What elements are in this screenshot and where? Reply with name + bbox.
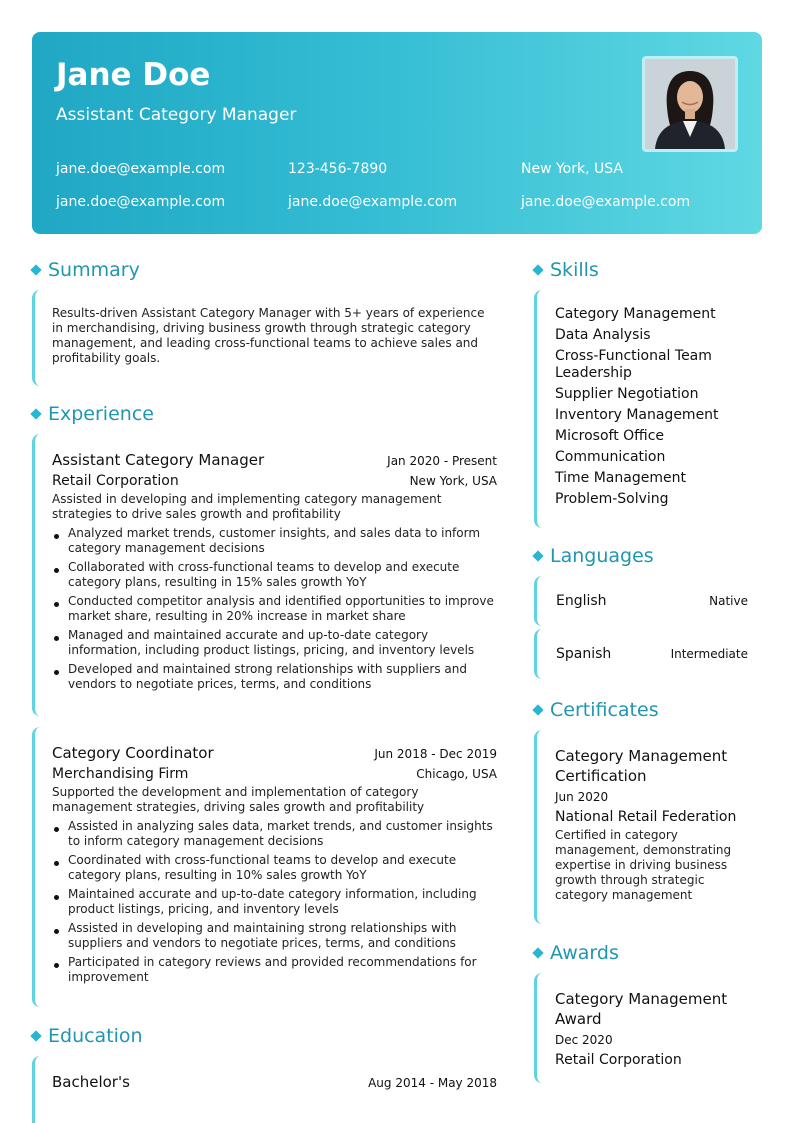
list-item: Assisted in analyzing sales data, market trends, and customer insights to inform category management decisions bbox=[52, 819, 497, 849]
skill-item: Data Analysis bbox=[555, 327, 651, 343]
summary-heading: Summary bbox=[48, 258, 140, 282]
list-item: Managed and maintained accurate and up-to-date category information, including product listings, pricing, and inventory levels bbox=[52, 628, 497, 658]
skill-item: Time Management bbox=[555, 470, 686, 486]
skill-item: Communication bbox=[555, 449, 666, 465]
job-description: Supported the development and implementation of category management strategies, driving sales growth and profitability bbox=[52, 785, 425, 814]
list-item: Analyzed market trends, customer insights, and sales data to inform category management decisions bbox=[52, 526, 497, 556]
award-date: Dec 2020 bbox=[555, 1033, 613, 1047]
list-item: Conducted competitor analysis and identified opportunities to improve market share, resulting in 20% increase in market share bbox=[52, 594, 497, 624]
language-level: Intermediate bbox=[670, 647, 748, 661]
skill-item: Microsoft Office bbox=[555, 428, 665, 444]
skill-item: Supplier Negotiation bbox=[555, 386, 699, 402]
job-dates: Jan 2020 - Present bbox=[387, 454, 497, 468]
job-location: New York, USA bbox=[409, 474, 497, 488]
awards-heading: Awards bbox=[550, 941, 619, 965]
candidate-title: Assistant Category Manager bbox=[56, 105, 297, 125]
skills-block bbox=[534, 290, 762, 528]
skills-heading: Skills bbox=[550, 258, 599, 282]
contact-link-3: jane.doe@example.com bbox=[521, 194, 691, 210]
skill-item: Cross-Functional Team Leadership bbox=[555, 348, 712, 381]
job-entry bbox=[32, 434, 497, 716]
summary-block bbox=[32, 290, 494, 386]
education-degree: Bachelor's bbox=[52, 1073, 130, 1091]
candidate-name: Jane Doe bbox=[56, 57, 211, 93]
skill-item: Problem-Solving bbox=[555, 491, 669, 507]
list-item: Developed and maintained strong relationships with suppliers and vendors to negotiate prices, terms, and conditions bbox=[52, 662, 497, 692]
job-entry bbox=[32, 727, 497, 1007]
contact-link-1: jane.doe@example.com bbox=[56, 194, 226, 210]
profile-photo bbox=[642, 56, 738, 152]
skill-item: Category Management bbox=[555, 306, 716, 322]
job-title: Category Coordinator bbox=[52, 744, 214, 762]
education-entry bbox=[32, 1056, 497, 1123]
language-item bbox=[534, 629, 762, 679]
list-item: Maintained accurate and up-to-date category information, including product listings, pricing, and inventory levels bbox=[52, 887, 497, 917]
job-bullets bbox=[52, 819, 497, 985]
education-heading: Education bbox=[48, 1024, 143, 1048]
diamond-icon bbox=[532, 264, 543, 275]
job-dates: Jun 2018 - Dec 2019 bbox=[374, 747, 497, 761]
certificate-name: Category Management Certification bbox=[555, 747, 728, 785]
award-item bbox=[534, 973, 762, 1083]
diamond-icon bbox=[532, 947, 543, 958]
diamond-icon bbox=[30, 408, 41, 419]
list-item: Collaborated with cross-functional teams to develop and execute category plans, resulting in 15% sales growth YoY bbox=[52, 560, 497, 590]
languages-heading: Languages bbox=[550, 544, 654, 568]
job-title: Assistant Category Manager bbox=[52, 451, 265, 469]
language-name: Spanish bbox=[556, 646, 612, 662]
award-name: Category Management Award bbox=[555, 990, 728, 1028]
language-name: English bbox=[556, 593, 607, 609]
certificates-heading: Certificates bbox=[550, 698, 659, 722]
job-location: Chicago, USA bbox=[416, 767, 497, 781]
certificate-item bbox=[534, 730, 762, 924]
summary-text: Results-driven Assistant Category Manager with 5+ years of experience in merchandising, driving business growth through strategic category management, and leading cross-functional teams to achieve sales and profitability goals. bbox=[52, 306, 485, 365]
list-item: Assisted in developing and maintaining strong relationships with suppliers and vendors to negotiate prices, terms, and conditions bbox=[52, 921, 497, 951]
diamond-icon bbox=[532, 704, 543, 715]
contact-link-2: jane.doe@example.com bbox=[288, 194, 458, 210]
certificate-issuer: National Retail Federation bbox=[555, 809, 737, 825]
contact-phone: 123-456-7890 bbox=[288, 161, 388, 177]
diamond-icon bbox=[532, 550, 543, 561]
award-issuer: Retail Corporation bbox=[555, 1052, 682, 1068]
diamond-icon bbox=[30, 264, 41, 275]
language-item bbox=[534, 576, 762, 626]
language-level: Native bbox=[709, 594, 748, 608]
contact-location: New York, USA bbox=[521, 161, 623, 177]
job-company: Merchandising Firm bbox=[52, 766, 189, 782]
certificate-date: Jun 2020 bbox=[555, 790, 609, 804]
diamond-icon bbox=[30, 1030, 41, 1041]
experience-heading: Experience bbox=[48, 402, 154, 426]
list-item: Coordinated with cross-functional teams to develop and execute category plans, resulting in 10% sales growth YoY bbox=[52, 853, 497, 883]
skill-item: Inventory Management bbox=[555, 407, 719, 423]
certificate-description: Certified in category management, demonstrating expertise in driving business growth through strategic category management bbox=[555, 828, 732, 902]
resume-header bbox=[32, 32, 762, 234]
job-company: Retail Corporation bbox=[52, 473, 179, 489]
job-description: Assisted in developing and implementing category management strategies to drive sales growth and profitability bbox=[52, 492, 442, 521]
avatar-portrait-icon bbox=[645, 59, 735, 149]
job-bullets bbox=[52, 526, 497, 692]
education-dates: Aug 2014 - May 2018 bbox=[368, 1076, 497, 1090]
contact-email: jane.doe@example.com bbox=[56, 161, 226, 177]
list-item: Participated in category reviews and provided recommendations for improvement bbox=[52, 955, 497, 985]
